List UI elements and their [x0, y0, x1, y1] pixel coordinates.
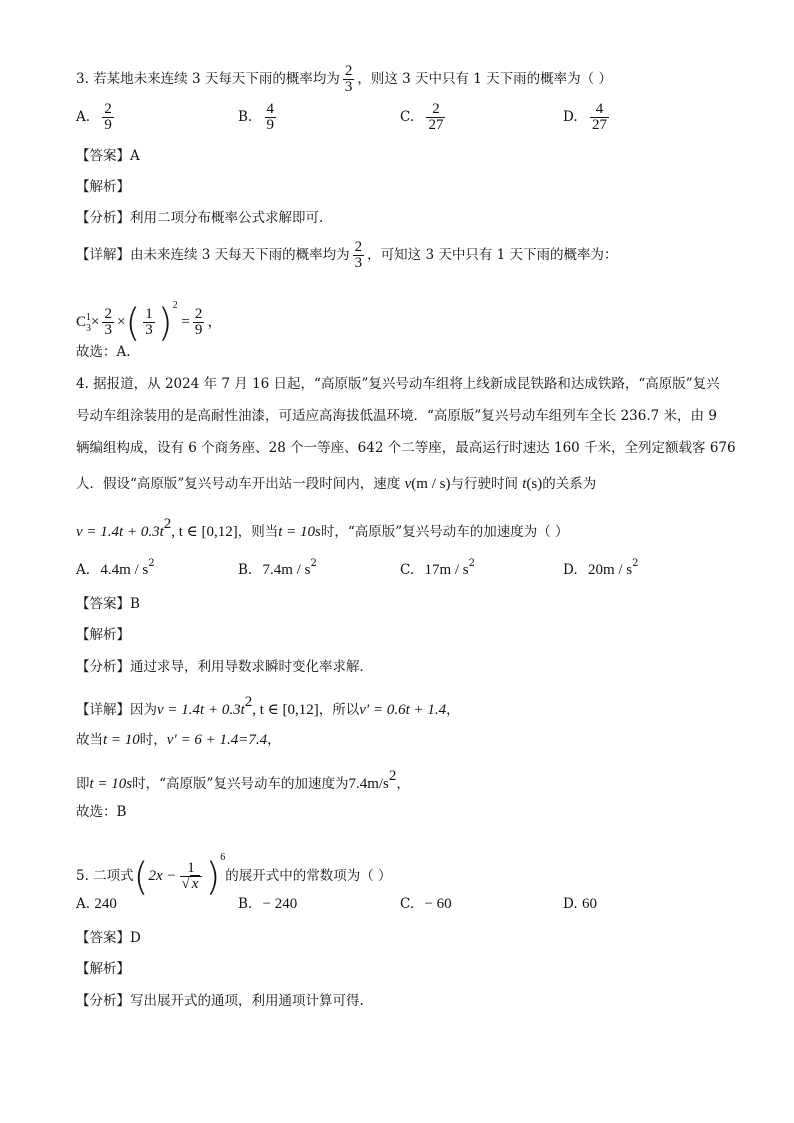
- comb-sup: 1: [86, 311, 92, 323]
- frac-den: 3: [354, 255, 363, 271]
- detail-text: 【详解】由未来连续 3 天每天下雨的概率均为: [76, 247, 350, 263]
- expr-power: 6: [220, 852, 226, 863]
- frac-den: 9: [104, 117, 112, 133]
- option-value: 240: [94, 896, 117, 912]
- q5-fenxi: 【分析】写出展开式的通项，利用通项计算可得.: [76, 993, 364, 1009]
- q3-analysis: 【解析】: [76, 179, 130, 195]
- velocity-formula: v = 1.4t + 0.3t: [76, 524, 164, 540]
- step-tail: ，: [267, 732, 281, 748]
- q4-step1: [76, 730, 281, 750]
- stem-tail: 的展开式中的常数项为（ ）: [225, 868, 392, 884]
- frac-num: 1: [145, 306, 153, 323]
- q4-option-d: [563, 558, 639, 579]
- q5-option-b: [238, 896, 297, 913]
- option-label: D.: [563, 562, 578, 578]
- option-label: A.: [76, 109, 91, 125]
- option-label: A.: [76, 896, 91, 912]
- q5-option-c: [400, 896, 452, 913]
- q4-line4: [76, 474, 596, 494]
- detail-range: , t ∈ [0,12]: [252, 702, 319, 718]
- q3-stem-text: 3. 若某地未来连续 3 天每天下雨的概率均为: [76, 71, 340, 87]
- velocity-unit: (m / s): [411, 476, 451, 492]
- expr-fraction: [180, 861, 203, 892]
- q3-detail: [76, 240, 618, 271]
- time-unit: (s): [526, 476, 543, 492]
- detail-tail: ，: [446, 702, 460, 718]
- q3-stem-fraction: [343, 64, 355, 95]
- q4-answer: 【答案】B: [76, 596, 140, 612]
- option-fraction: [590, 102, 609, 133]
- times-sign: ×: [116, 314, 126, 330]
- power: 2: [172, 300, 178, 311]
- q3-option-d: [563, 102, 612, 133]
- expr-term: 2x −: [148, 868, 177, 884]
- frac-num: 2: [194, 306, 203, 323]
- step-value: 7.4m/s: [348, 776, 389, 792]
- comb-sub: 3: [86, 322, 92, 334]
- step-time: t = 10s: [89, 776, 133, 792]
- formula-frac1: [102, 307, 114, 338]
- time-value: t = 10s: [278, 524, 321, 540]
- right-paren: ): [205, 854, 221, 899]
- sqrt-arg: x: [191, 876, 199, 892]
- q4-line3: 辆编组构成，设有 6 个商务座、28 个一等座、642 个二等座，最高运行时速达 160 千米，全列定额载客 676: [76, 440, 736, 456]
- option-value: 20m / s: [587, 562, 633, 578]
- option-sup: 2: [468, 558, 475, 569]
- option-fraction: [265, 102, 277, 133]
- step-text: 即: [76, 776, 90, 792]
- q4-conclusion: 故选：B: [76, 804, 127, 820]
- derivative-formula: v′ = 0.6t + 1.4: [359, 702, 447, 718]
- q4-option-b: [238, 558, 317, 579]
- frac-num: 2: [344, 63, 353, 79]
- q4-fenxi: 【分析】通过求导，利用导数求瞬时变化率求解．: [76, 659, 373, 675]
- option-value: 17m / s: [424, 562, 469, 578]
- option-label: B.: [238, 562, 253, 578]
- option-sup: 2: [632, 558, 639, 569]
- option-label: C.: [400, 109, 415, 125]
- frac-den: 3: [104, 322, 112, 339]
- option-label: C.: [400, 562, 415, 578]
- step-mid: 时，: [139, 732, 167, 748]
- line4-mid: 与行驶时间: [450, 476, 518, 492]
- q5-analysis: 【解析】: [76, 961, 130, 977]
- detail-tail: ，可知这 3 天中只有 1 天下雨的概率为：: [367, 247, 618, 263]
- q4-analysis: 【解析】: [76, 627, 130, 643]
- q4-line2: 号动车组涂装用的是高耐性油漆，可适应高海拔低温环境．“高原版”复兴号动车组列车全长 236.7 米，由 9: [76, 408, 717, 424]
- q3-option-b: [238, 102, 279, 133]
- option-label: D.: [563, 896, 578, 912]
- frac-num: 4: [595, 101, 604, 117]
- formula-range: , t ∈ [0,12]: [171, 524, 238, 540]
- detail-mid: ，所以: [318, 702, 360, 718]
- q3-option-a: [76, 102, 117, 133]
- q3-stem: [76, 64, 612, 95]
- frac-den: 3: [344, 79, 353, 95]
- q3-formula: [76, 286, 223, 345]
- frac-den: √ x: [181, 876, 199, 892]
- combination-symbol: C: [76, 314, 87, 330]
- detail-fraction: [353, 240, 365, 271]
- q3-stem-tail: ，则这 3 天中只有 1 天下雨的概率为（ ）: [357, 71, 612, 87]
- option-value: − 60: [424, 896, 452, 912]
- option-label: B.: [238, 896, 253, 912]
- q5-answer: 【答案】D: [76, 930, 141, 946]
- step-tail: ，: [396, 776, 410, 792]
- equals-sign: =: [181, 314, 190, 330]
- right-paren: ): [157, 300, 173, 345]
- q5-option-d: [563, 896, 597, 913]
- option-value: 60: [581, 896, 597, 912]
- option-value: 7.4m / s: [262, 562, 311, 578]
- detail-formula: v = 1.4t + 0.3t: [157, 702, 245, 718]
- option-value: − 240: [262, 896, 298, 912]
- option-label: C.: [400, 896, 415, 912]
- option-fraction: [102, 102, 114, 133]
- frac-num: 2: [104, 306, 112, 323]
- time-symbol: t: [522, 476, 527, 492]
- stem-text: 5. 二项式: [76, 868, 134, 884]
- option-label: B.: [238, 109, 253, 125]
- step-formula: v′ = 6 + 1.4=7.4: [166, 732, 268, 748]
- option-label: D.: [563, 109, 578, 125]
- frac-den: 27: [591, 117, 607, 133]
- times-sign: ×: [91, 314, 100, 330]
- q3-option-c: [400, 102, 448, 133]
- frac-den: 3: [145, 322, 153, 339]
- frac-num: 2: [432, 101, 440, 117]
- frac-den: 9: [266, 117, 275, 133]
- option-sup: 2: [310, 558, 317, 569]
- step-mid: 时，“高原版”复兴号动车的加速度为: [132, 776, 349, 792]
- q3-conclusion: 故选：A.: [76, 344, 131, 360]
- left-paren: (: [133, 854, 149, 899]
- detail-power: 2: [244, 694, 253, 710]
- frac-den: 27: [428, 117, 444, 133]
- step-time: t = 10: [103, 732, 140, 748]
- option-sup: 2: [148, 558, 155, 569]
- left-paren: (: [125, 300, 141, 345]
- frac-num: 2: [354, 239, 363, 255]
- step-power: 2: [388, 768, 397, 784]
- formula-power: 2: [163, 516, 172, 532]
- option-label: A.: [76, 562, 91, 578]
- option-value: 4.4m / s: [100, 562, 149, 578]
- q5-stem: [76, 836, 392, 898]
- line5-tail: 时，“高原版”复兴号动车的加速度为（ ）: [320, 524, 569, 540]
- formula-result: [193, 307, 205, 338]
- formula-tail: ，: [207, 314, 223, 330]
- frac-den: 9: [194, 322, 203, 339]
- detail-text: 【详解】因为: [76, 702, 157, 718]
- step-text: 故当: [76, 732, 103, 748]
- q4-option-c: [400, 558, 475, 579]
- q4-option-a: [76, 558, 155, 579]
- q5-option-a: [76, 896, 117, 913]
- frac-num: 1: [187, 860, 195, 876]
- q4-line1: 4. 据报道，从 2024 年 7 月 16 日起，“高原版”复兴号动车组将上线新成昆铁路和达成铁路，“高原版”复兴: [76, 376, 720, 392]
- line5-text: ，则当: [237, 524, 279, 540]
- frac-num: 2: [104, 101, 112, 117]
- q3-fenxi: 【分析】利用二项分布概率公式求解即可.: [76, 210, 324, 226]
- line4-tail: 的关系为: [542, 476, 597, 492]
- q3-answer: 【答案】A: [76, 148, 140, 164]
- line4-text: 人．假设“高原版”复兴号动车开出站一段时间内，速度: [76, 476, 401, 492]
- velocity-symbol: v: [404, 476, 412, 492]
- option-fraction: [426, 102, 445, 133]
- q4-detail: [76, 692, 460, 720]
- frac-num: 4: [266, 101, 275, 117]
- q4-step2: [76, 766, 410, 794]
- formula-frac2: [143, 307, 155, 338]
- q4-line5: [76, 514, 569, 542]
